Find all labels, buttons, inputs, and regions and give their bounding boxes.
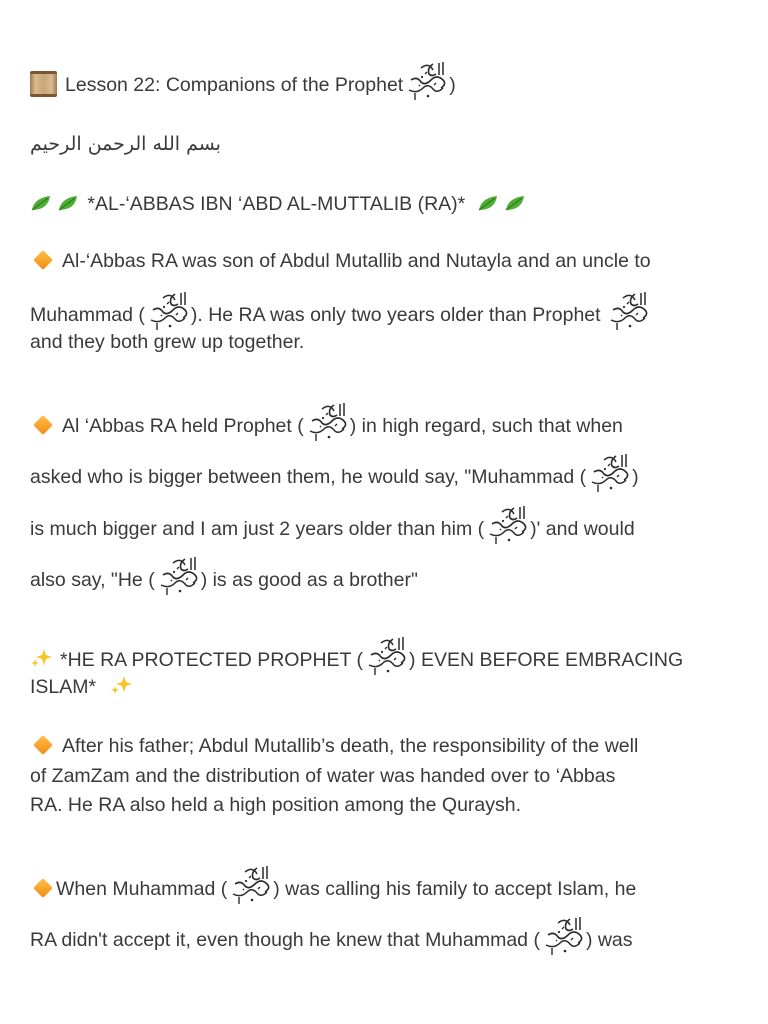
para4-line1: When Muhammad ( ) was calling his family to accept Islam, he [30, 870, 740, 910]
para3-line3: RA. He RA also held a high position among the Quraysh. [30, 794, 522, 816]
salawat-calligraphy-icon [540, 915, 586, 955]
para1-line3: and they both grew up together. [30, 331, 305, 353]
section-heading-protected-line2: ISLAM* [30, 677, 740, 699]
diamond-icon [33, 250, 53, 270]
para3-line2: of ZamZam and the distribution of water was handed over to ‘Abbas [30, 765, 616, 787]
sparkle-icon [30, 647, 54, 669]
salawat-calligraphy-icon [304, 401, 350, 441]
scroll-icon [30, 71, 57, 97]
salawat-calligraphy-icon [403, 60, 449, 100]
para1-line2: Muhammad ( ). He RA was only two years older than Prophet [30, 296, 740, 336]
section-heading-abbas [30, 194, 740, 214]
para2-line1: Al ‘Abbas RA held Prophet ( ) in high regard, such that when [30, 407, 740, 447]
para4-line2: RA didn't accept it, even though he knew that Muhammad ( ) was [30, 921, 740, 961]
lesson-title-line: Lesson 22: Companions of the Prophet ) [30, 66, 740, 106]
lesson-title: Lesson 22: Companions of the Prophet [65, 74, 404, 97]
diamond-icon [33, 878, 53, 898]
leaf-icon [504, 194, 526, 212]
salawat-calligraphy-icon [363, 635, 409, 675]
salawat-calligraphy-icon [605, 290, 651, 330]
para2-line4: also say, "He ( ) is as good as a brother" [30, 561, 740, 601]
diamond-icon [33, 735, 53, 755]
sparkle-icon [110, 674, 134, 696]
salawat-calligraphy-icon [227, 864, 273, 904]
salawat-calligraphy-icon [155, 555, 201, 595]
diamond-icon [33, 415, 53, 435]
leaf-icon [30, 194, 52, 212]
leaf-icon [477, 194, 499, 212]
section-heading-protected: *HE RA PROTECTED PROPHET ( ) EVEN BEFORE EMBRACING [30, 641, 740, 681]
para3-line1: After his father; Abdul Mutallib’s death, the responsibility of the well [30, 736, 740, 756]
salawat-calligraphy-icon [586, 452, 632, 492]
section-heading-text: *AL-‘ABBAS IBN ‘ABD AL-MUTTALIB (RA)* [87, 193, 466, 215]
para1-line1: Al-‘Abbas RA was son of Abdul Mutallib and Nutayla and an uncle to [30, 251, 740, 271]
salawat-calligraphy-icon [484, 504, 530, 544]
bismillah: بسم الله الرحمن الرحيم [30, 133, 221, 155]
leaf-icon [57, 194, 79, 212]
salawat-calligraphy-icon [145, 290, 191, 330]
para2-line3: is much bigger and I am just 2 years older than him ( )' and would [30, 510, 740, 550]
para2-line2: asked who is bigger between them, he would say, "Muhammad ( ) [30, 458, 740, 498]
